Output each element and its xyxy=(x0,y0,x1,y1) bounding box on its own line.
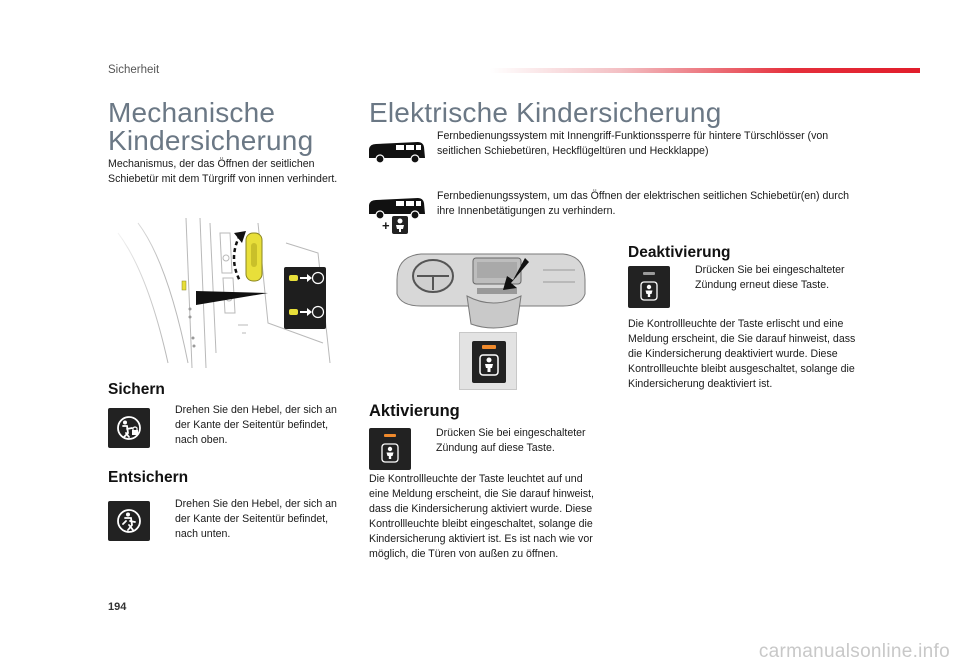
activation-bullet-icon xyxy=(416,426,436,456)
lock-heading: Sichern xyxy=(108,381,165,398)
van-icon xyxy=(366,137,428,167)
child-lock-button-icon xyxy=(472,341,506,383)
dashboard-illustration xyxy=(393,250,589,332)
door-lever-illustration xyxy=(108,213,336,373)
activation-instruction xyxy=(416,426,606,456)
button-closeup xyxy=(459,332,517,390)
electric-item2-text: Fernbedienungssystem, um das Öffnen der elektrischen seitlichen Schiebetür(en) durch ihre Innenbetätigungen zu verhindern. xyxy=(437,190,850,217)
door-lever-drawing xyxy=(108,213,336,373)
deactivation-instruction xyxy=(675,263,865,293)
deactivation-bullet-icon xyxy=(675,263,695,293)
activation-button-icon xyxy=(369,428,411,470)
unlock-heading: Entsichern xyxy=(108,469,189,486)
watermark: carmanualsonline.info xyxy=(758,641,950,662)
activation-heading: Aktivierung xyxy=(369,402,460,420)
mechanical-title xyxy=(108,99,313,155)
section-label: Sicherheit xyxy=(108,64,160,76)
mechanical-intro: Mechanismus, der das Öffnen der seitlichen Schiebetür mit dem Türgriff von innen verhindert. xyxy=(108,158,338,185)
electric-title: Elektrische Kindersicherung xyxy=(369,97,722,128)
electric-item1-text: Fernbedienungssystem mit Innengriff-Funktionssperre für hintere Türschlösser (von seitlichen Schiebetüren, Heckflügeltüren und Heckklappe) xyxy=(437,130,829,157)
lock-instruction xyxy=(155,403,345,448)
unlock-instruction xyxy=(155,497,345,542)
plus-sign: + xyxy=(382,218,390,233)
activation-text: Die Kontrollleuchte der Taste leuchtet auf und eine Meldung erscheint, die Sie darauf hinweist, dass die Kindersicherung aktiviert wurde. Diese Kontrollleuchte bleibt eingeschaltet, solange die Kindersicherung aktiviert ist. Es ist nach wie vor möglich, die Türen von außen zu öffnen. xyxy=(369,473,594,560)
deactivation-button-icon xyxy=(628,266,670,308)
lock-bullet-icon xyxy=(155,403,175,448)
header-accent-bar xyxy=(490,68,920,73)
page-number: 194 xyxy=(108,601,127,613)
unlock-text: Drehen Sie den Hebel, der sich an der Kante der Seitentür befindet, nach unten. xyxy=(175,498,337,540)
activation-bullet-text: Drücken Sie bei eingeschalteter Zündung auf diese Taste. xyxy=(436,427,586,454)
deactivation-heading: Deaktivierung xyxy=(628,244,731,261)
deactivation-text: Die Kontrollleuchte der Taste erlischt und eine Meldung erscheint, die Sie darauf hinweist, dass die Kindersicherung deaktiviert wurde. Diese Kontrollleuchte bleibt ausgeschaltet, solange die Kindersicherung deaktiviert ist. xyxy=(628,318,856,390)
child-lock-icon xyxy=(108,408,150,448)
deactivation-bullet-text: Drücken Sie bei eingeschalteter Zündung erneut diese Taste. xyxy=(695,264,845,291)
child-icon-small xyxy=(392,216,408,234)
unlock-bullet-icon xyxy=(155,497,175,542)
lock-text: Drehen Sie den Hebel, der sich an der Kante der Seitentür befindet, nach oben. xyxy=(175,404,337,446)
mechanical-title-line1: Mechanische xyxy=(108,97,276,128)
child-unlock-icon xyxy=(108,501,150,541)
mechanical-title-line2: Kindersicherung xyxy=(108,125,314,156)
